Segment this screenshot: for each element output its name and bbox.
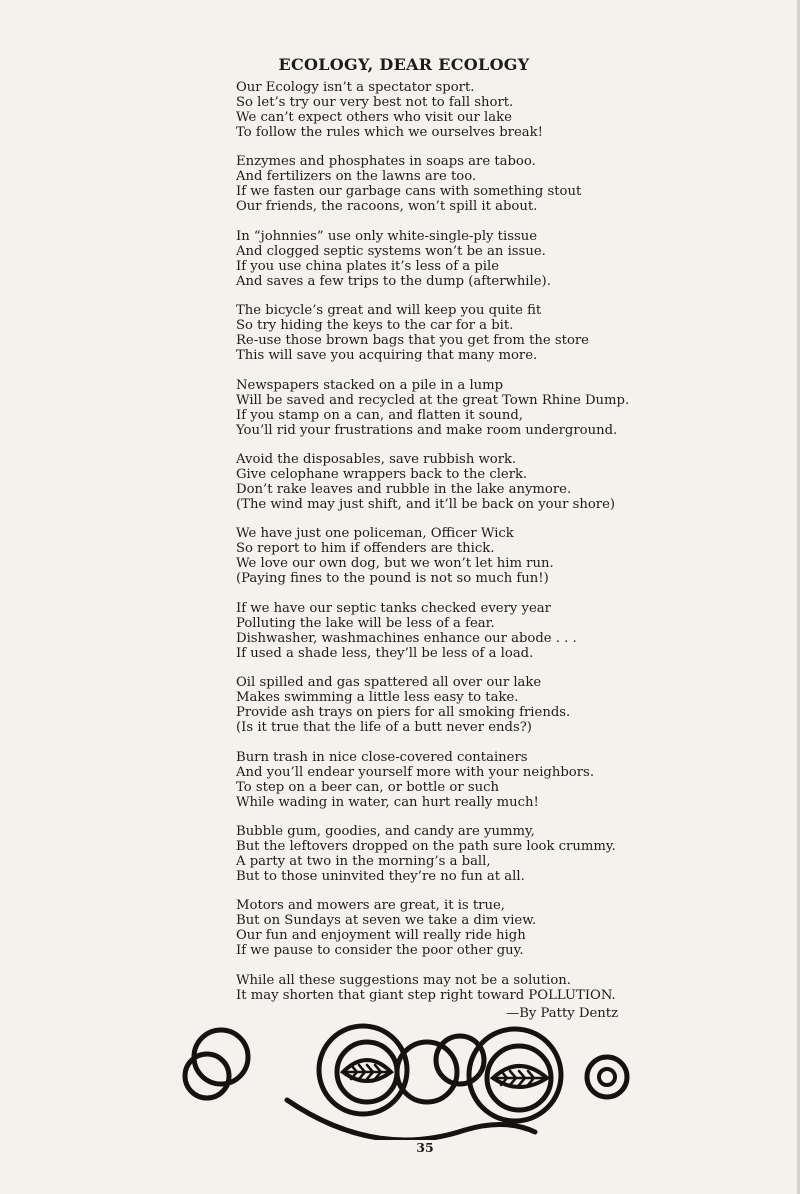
poem-line: So report to him if offenders are thick. (236, 541, 495, 557)
poem-line: A party at two in the morning’s a ball, (236, 853, 491, 869)
poem-line: And you’ll endear yourself more with your neighbors. (236, 764, 595, 780)
poem-line: Oil spilled and gas spattered all over our lake (236, 675, 542, 691)
poem-line: While wading in water, can hurt really much! (236, 794, 539, 810)
poem-line: Give celophane wrappers back to the clerk. (236, 466, 528, 482)
poem-line: And clogged septic systems won’t be an issue. (236, 243, 546, 259)
poem-line: It may shorten that giant step right toward POLLUTION. (236, 987, 616, 1003)
poem-line: While all these suggestions may not be a solution. (236, 972, 571, 988)
poem-body (236, 80, 656, 1017)
poem-stanza (236, 80, 656, 140)
poem-line: In “johnnies” use only white-single-ply tissue (236, 228, 538, 244)
poem-line: If you stamp on a can, and flatten it sound, (236, 407, 524, 423)
poem-line: But on Sundays at seven we take a dim view. (236, 913, 537, 929)
poem-line: So try hiding the keys to the car for a bit. (236, 318, 514, 334)
poem-stanza (236, 601, 656, 661)
poem-line: Motors and mowers are great, it is true, (236, 898, 505, 914)
poem-stanza (236, 824, 656, 884)
poem-stanza (236, 750, 656, 810)
poem-line: This will save you acquiring that many more. (236, 348, 538, 364)
poem-line: Our fun and enjoyment will really ride high (236, 928, 526, 944)
author-byline: —By Patty Dentz (506, 1006, 619, 1021)
poem-line: Polluting the lake will be less of a fear. (236, 615, 495, 631)
poem-line: Re-use those brown bags that you get from the store (236, 333, 589, 349)
poem-line: (Paying fines to the pound is not so much fun!) (236, 571, 549, 587)
poem-line: And fertilizers on the lawns are too. (236, 169, 477, 185)
poem-stanza (236, 303, 656, 363)
poem-line: Will be saved and recycled at the great Town Rhine Dump. (236, 392, 630, 408)
poem-line: If you use china plates it’s less of a pile (236, 258, 500, 274)
poem-stanza (236, 675, 656, 735)
poem-stanza (236, 378, 656, 438)
poem-stanza (236, 154, 656, 214)
poem-line: Bubble gum, goodies, and candy are yummy, (236, 823, 535, 839)
poem-line: Avoid the disposables, save rubbish work. (236, 451, 517, 467)
poem-line: Don’t rake leaves and rubble in the lake anymore. (236, 481, 572, 497)
poem-line: Our Ecology isn’t a spectator sport. (236, 80, 475, 95)
poem-line: So let’s try our very best not to fall short. (236, 95, 514, 110)
poem-line: Makes swimming a little less easy to take. (236, 690, 519, 706)
poem-line: We can’t expect others who visit our lake (236, 110, 512, 125)
poem-line: To step on a beer can, or bottle or such (236, 779, 499, 795)
poem-line: If we pause to consider the poor other guy. (236, 943, 524, 959)
poem-stanza (236, 526, 656, 586)
poem-line: We have just one policeman, Officer Wick (236, 526, 514, 542)
poem-line: If we have our septic tanks checked every year (236, 600, 551, 616)
poem-stanza (236, 973, 656, 1003)
poem-line: We love our own dog, but we won’t let him run. (236, 556, 554, 572)
poem-title: ECOLOGY, DEAR ECOLOGY (278, 55, 530, 74)
poem-line: Newspapers stacked on a pile in a lump (236, 377, 504, 393)
poem-line: The bicycle’s great and will keep you quite fit (236, 303, 542, 319)
poem-line: To follow the rules which we ourselves break! (236, 125, 543, 140)
poem-line: If we fasten our garbage cans with something stout (236, 184, 582, 200)
poem-line: But the leftovers dropped on the path sure look crummy. (236, 838, 616, 854)
poem-line: You’ll rid your frustrations and make room underground. (236, 422, 618, 438)
poem-line: (Is it true that the life of a butt never ends?) (236, 720, 532, 736)
poem-line: Our friends, the racoons, won’t spill it about. (236, 199, 538, 215)
poem-stanza (236, 229, 656, 289)
poem-line: Burn trash in nice close-covered containers (236, 749, 528, 765)
poem-line: But to those uninvited they’re no fun at all. (236, 868, 525, 884)
leaf-plates-doodle-icon (175, 1020, 645, 1140)
page-number: 35 (416, 1140, 434, 1155)
poem-line: Provide ash trays on piers for all smoking friends. (236, 705, 571, 721)
poem-line: Dishwasher, washmachines enhance our abode . . . (236, 630, 577, 646)
poem-line: And saves a few trips to the dump (afterwhile). (236, 273, 551, 289)
poem-line: (The wind may just shift, and it’ll be back on your shore) (236, 496, 616, 512)
poem-stanza (236, 898, 656, 958)
poem-stanza (236, 452, 656, 512)
poem-line: If used a shade less, they’ll be less of a load. (236, 645, 534, 661)
poem-line: Enzymes and phosphates in soaps are taboo. (236, 154, 536, 170)
